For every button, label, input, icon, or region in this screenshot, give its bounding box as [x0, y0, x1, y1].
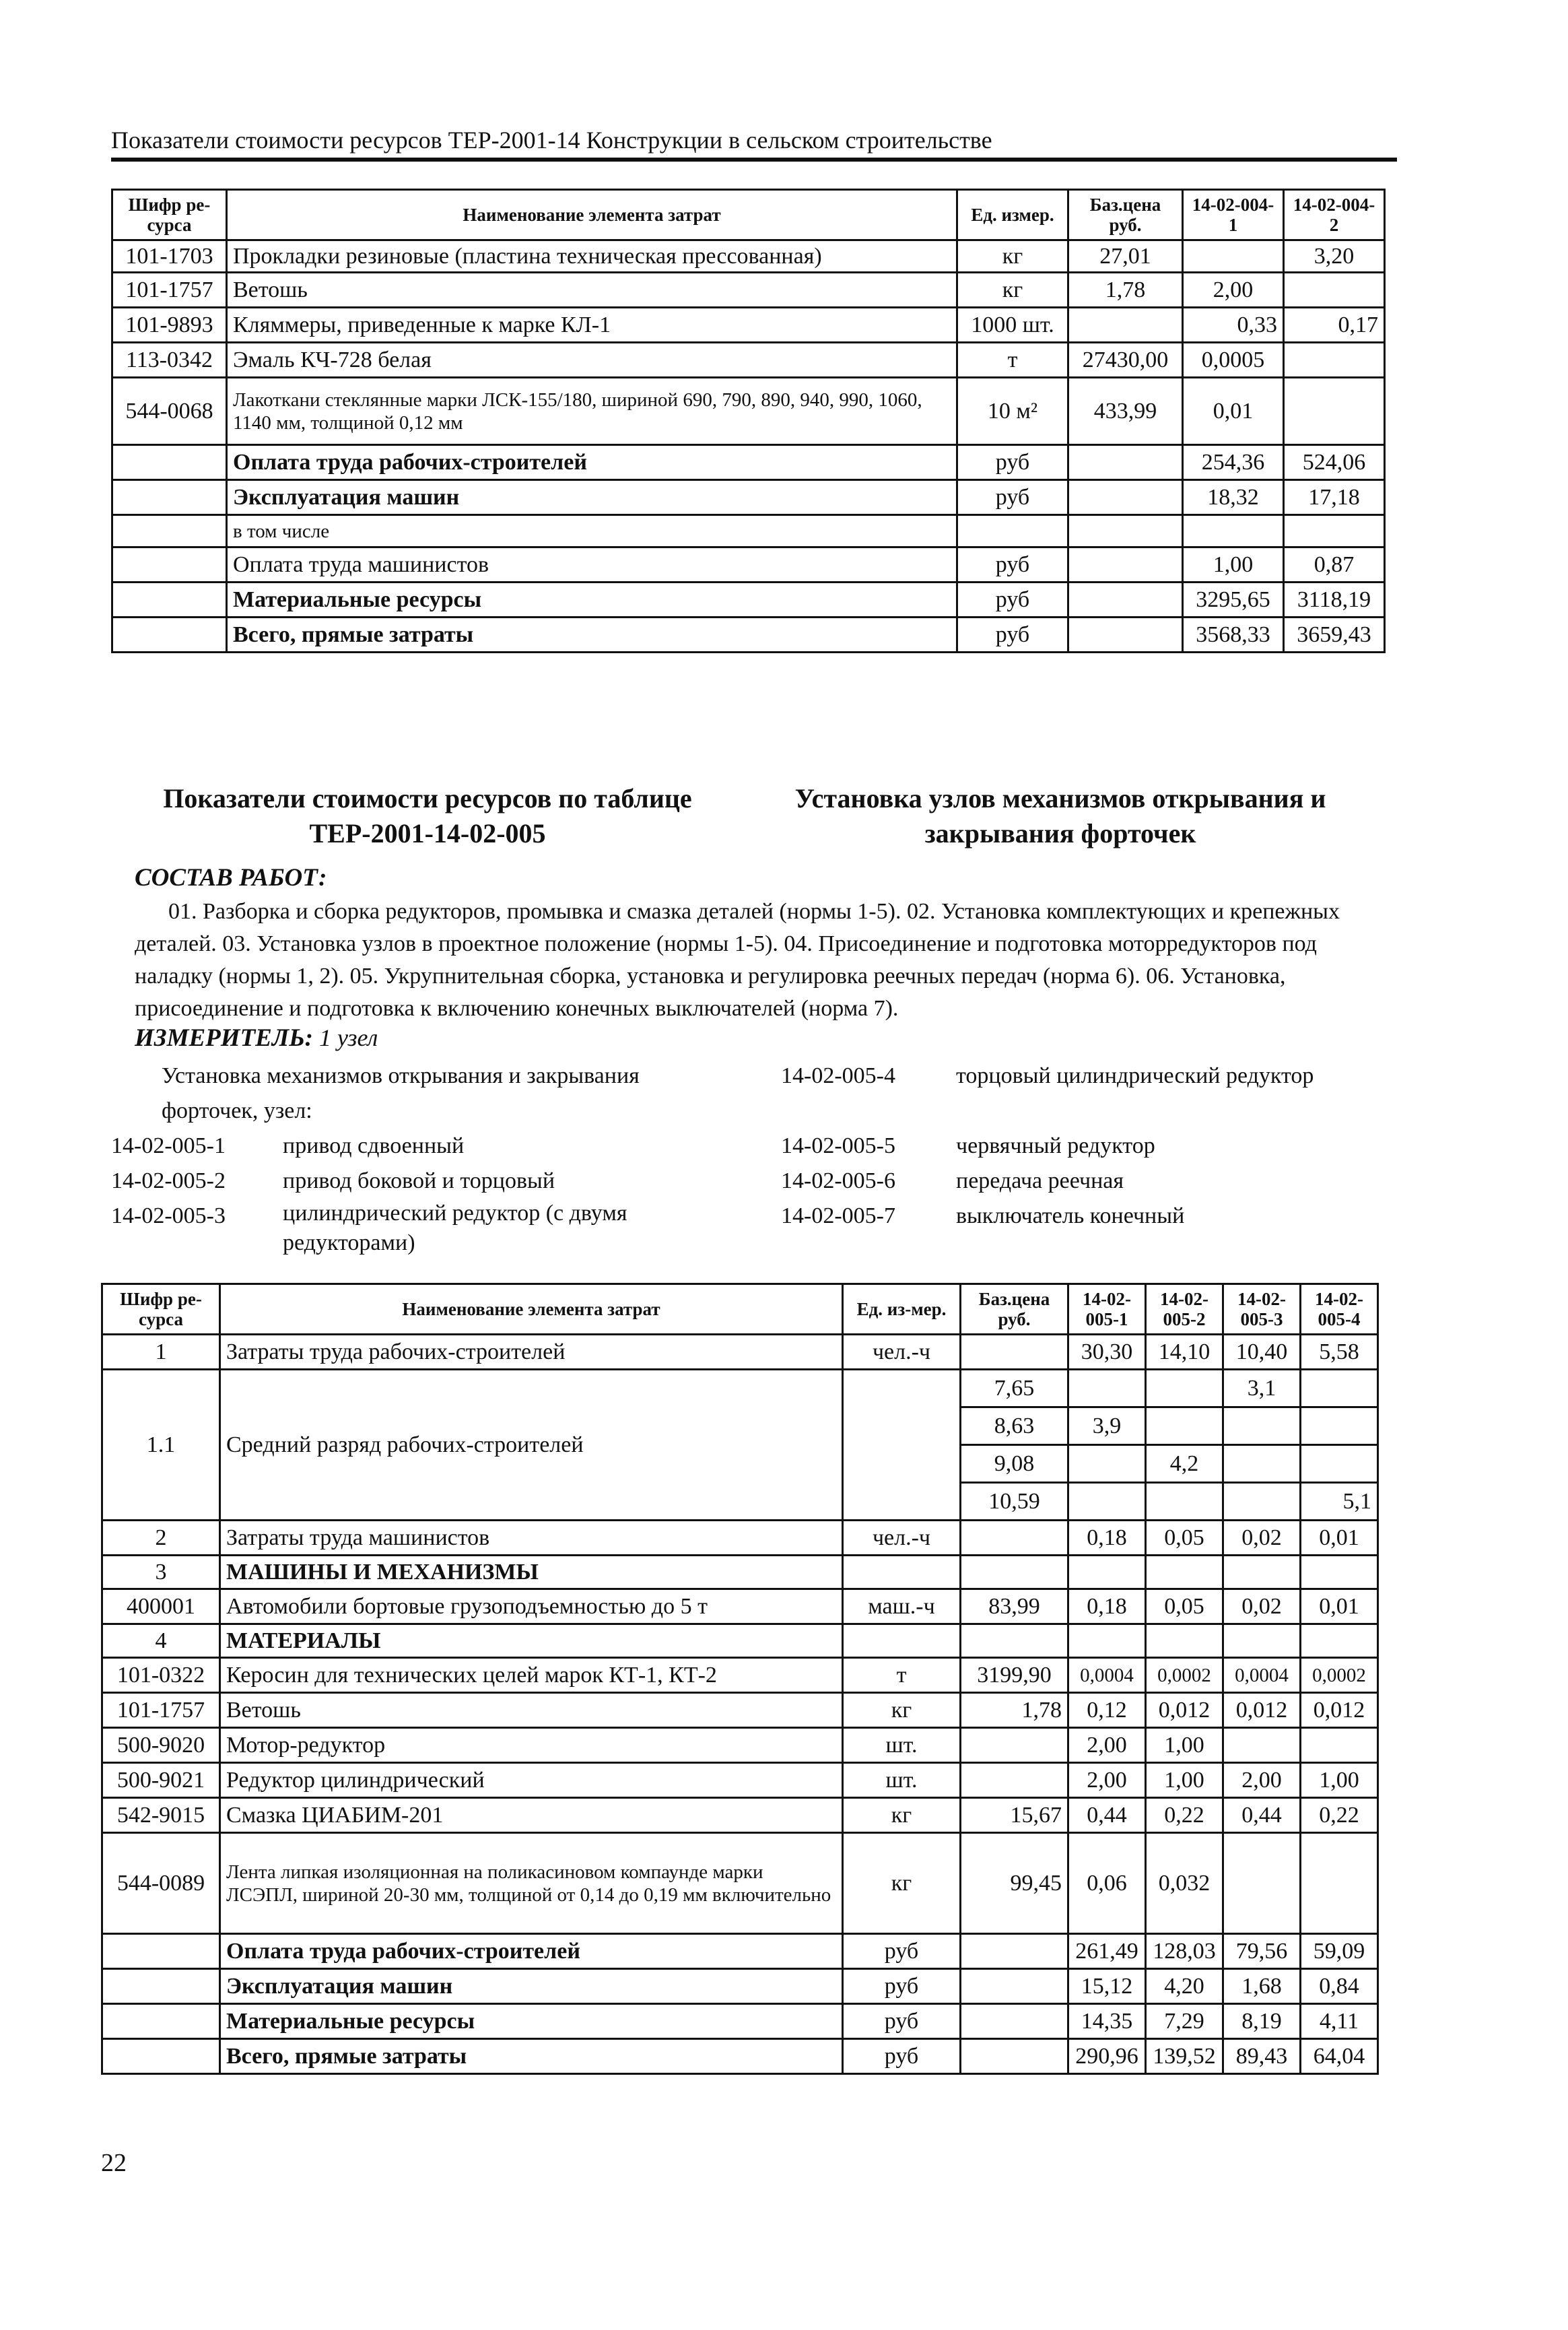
cell-value	[1146, 1483, 1223, 1521]
table-row	[102, 1335, 1378, 1370]
izmeritel-label: ИЗМЕРИТЕЛЬ:	[135, 1024, 313, 1052]
cell-unit: руб	[957, 480, 1068, 515]
cell-code: 1.1	[102, 1370, 220, 1521]
cell-value: 4,2	[1146, 1445, 1223, 1483]
table-row	[102, 1370, 1378, 1407]
cell-value: 0,84	[1301, 1969, 1378, 2004]
col-header-name: Наименование элемента затрат	[220, 1284, 843, 1335]
cell-value: 1,00	[1183, 547, 1284, 582]
cell-name: Смазка ЦИАБИМ-201	[220, 1798, 843, 1833]
cell-name: Эксплуатация машин	[227, 480, 957, 515]
cell-unit: руб	[957, 445, 1068, 480]
cell-value	[1068, 1445, 1146, 1483]
cell-unit	[843, 1624, 961, 1658]
cell-value: 1,00	[1301, 1763, 1378, 1798]
cell-name: Автомобили бортовые грузоподъемностью до 5 т	[220, 1589, 843, 1624]
cell-name: Эмаль КЧ-728 белая	[227, 343, 957, 378]
cell-price	[1068, 445, 1183, 480]
cell-value: 2,00	[1183, 273, 1284, 308]
cell-name: Оплата труда машинистов	[227, 547, 957, 582]
col-header-norm: 14-02-004-1	[1183, 190, 1284, 240]
cell-price	[961, 1969, 1068, 2004]
cell-value: 0,012	[1146, 1693, 1223, 1728]
section-title-right: Установка узлов механизмов открывания и закрывания форточек	[794, 783, 1326, 848]
cell-price	[1068, 515, 1183, 547]
list-item	[111, 1199, 757, 1258]
cell-name: Эксплуатация машин	[220, 1969, 843, 2004]
item-name: привод сдвоенный	[283, 1133, 465, 1158]
cell-value: 0,87	[1284, 547, 1385, 582]
list-item	[781, 1164, 1400, 1199]
item-code: 14-02-005-1	[111, 1133, 226, 1158]
cell-value	[1068, 1556, 1146, 1589]
cell-price: 1,78	[961, 1693, 1068, 1728]
intro-text: Установка механизмов открывания и закрывания форточек, узел:	[162, 1063, 640, 1123]
cell-code: 3	[102, 1556, 220, 1589]
cell-code: 500-9020	[102, 1728, 220, 1763]
cell-value	[1301, 1833, 1378, 1934]
cell-code	[102, 2004, 220, 2039]
cell-value	[1301, 1624, 1378, 1658]
cell-code	[112, 582, 227, 618]
cell-code: 1	[102, 1335, 220, 1370]
cell-value: 4,20	[1146, 1969, 1223, 2004]
list-item	[781, 1059, 1400, 1094]
summary-row	[112, 515, 1385, 547]
item-name: выключатель конечный	[956, 1203, 1185, 1228]
cell-unit	[957, 515, 1068, 547]
cell-unit: руб	[957, 547, 1068, 582]
cell-name: Ветошь	[227, 273, 957, 308]
table-row	[102, 1658, 1378, 1693]
cell-price: 7,65	[961, 1370, 1068, 1407]
cell-value	[1301, 1407, 1378, 1445]
col-header-unit: Ед. измер.	[957, 190, 1068, 240]
cell-value: 0,17	[1284, 308, 1385, 343]
col-header-norm: 14-02-004-2	[1284, 190, 1385, 240]
table-row	[112, 308, 1385, 343]
item-code: 14-02-005-2	[111, 1168, 226, 1193]
cell-code	[112, 480, 227, 515]
cell-code: 542-9015	[102, 1798, 220, 1833]
cell-code: 101-1757	[112, 273, 227, 308]
cell-name: Керосин для технических целей марок КТ-1, КТ-2	[220, 1658, 843, 1693]
cell-name: Всего, прямые затраты	[220, 2039, 843, 2074]
cell-code: 101-9893	[112, 308, 227, 343]
cell-price: 1,78	[1068, 273, 1183, 308]
cell-price: 433,99	[1068, 378, 1183, 445]
cell-unit: 1000 шт.	[957, 308, 1068, 343]
cell-code	[112, 515, 227, 547]
table-row	[112, 240, 1385, 273]
cell-name: Редуктор цилиндрический	[220, 1763, 843, 1798]
cell-code: 101-1757	[102, 1693, 220, 1728]
cell-value: 3659,43	[1284, 618, 1385, 653]
cell-value: 3295,65	[1183, 582, 1284, 618]
cell-value: 261,49	[1068, 1934, 1146, 1969]
table-header-row	[112, 190, 1385, 240]
cell-code	[112, 618, 227, 653]
cell-value	[1223, 1483, 1301, 1521]
col-header-price: Баз.цена руб.	[961, 1284, 1068, 1335]
group-row	[102, 1556, 1378, 1589]
resource-table-1	[111, 189, 1386, 653]
cell-value: 5,1	[1301, 1483, 1378, 1521]
cell-unit: руб	[843, 1934, 961, 1969]
cell-value: 89,43	[1223, 2039, 1301, 2074]
cell-value	[1284, 343, 1385, 378]
page-number: 22	[101, 2149, 127, 2177]
cell-code: 2	[102, 1521, 220, 1556]
cell-value	[1146, 1370, 1223, 1407]
cell-value: 0,12	[1068, 1693, 1146, 1728]
cell-value: 524,06	[1284, 445, 1385, 480]
cell-value: 139,52	[1146, 2039, 1223, 2074]
table-row	[102, 1728, 1378, 1763]
summary-row	[112, 582, 1385, 618]
cell-value	[1068, 1624, 1146, 1658]
cell-value	[1301, 1728, 1378, 1763]
izmeritel-line	[135, 1024, 378, 1053]
col-header-price: Баз.цена руб.	[1068, 190, 1183, 240]
cell-name: Оплата труда рабочих-строителей	[220, 1934, 843, 1969]
cell-unit: руб	[843, 2004, 961, 2039]
cell-value: 3,1	[1223, 1370, 1301, 1407]
cell-value: 0,0002	[1301, 1658, 1378, 1693]
cell-price	[1068, 480, 1183, 515]
cell-value	[1223, 1407, 1301, 1445]
list-item	[781, 1129, 1400, 1164]
cell-price	[961, 1624, 1068, 1658]
cell-value	[1301, 1370, 1378, 1407]
cell-value: 18,32	[1183, 480, 1284, 515]
cell-value: 0,22	[1146, 1798, 1223, 1833]
cell-unit: руб	[957, 582, 1068, 618]
cell-code: 500-9021	[102, 1763, 220, 1798]
cell-price	[961, 1763, 1068, 1798]
cell-price: 3199,90	[961, 1658, 1068, 1693]
cell-value: 290,96	[1068, 2039, 1146, 2074]
list-item	[111, 1129, 757, 1164]
cell-unit: шт.	[843, 1763, 961, 1798]
cell-code: 544-0089	[102, 1833, 220, 1934]
cell-value	[1223, 1445, 1301, 1483]
cell-price	[961, 2039, 1068, 2074]
cell-value	[1183, 240, 1284, 273]
cell-code	[112, 445, 227, 480]
cell-name: Мотор-редуктор	[220, 1728, 843, 1763]
cell-value: 0,01	[1301, 1521, 1378, 1556]
cell-value: 17,18	[1284, 480, 1385, 515]
col-header-name: Наименование элемента затрат	[227, 190, 957, 240]
cell-code: 101-1703	[112, 240, 227, 273]
sostav-label: СОСТАВ РАБОТ:	[135, 864, 327, 892]
cell-price: 27430,00	[1068, 343, 1183, 378]
cell-value	[1284, 515, 1385, 547]
cell-name: Прокладки резиновые (пластина техническая прессованная)	[227, 240, 957, 273]
table-row	[112, 343, 1385, 378]
item-name: цилиндрический редуктор (с двумя редукторами)	[283, 1201, 627, 1255]
cell-price	[961, 1934, 1068, 1969]
item-code: 14-02-005-6	[781, 1168, 895, 1193]
table-row	[102, 1763, 1378, 1798]
cell-unit: кг	[957, 240, 1068, 273]
section-title-line: Показатели стоимости ресурсов по таблице	[163, 783, 692, 813]
cell-code	[102, 1969, 220, 2004]
table-header-row	[102, 1284, 1378, 1335]
cell-value	[1301, 1445, 1378, 1483]
cell-unit: 10 м²	[957, 378, 1068, 445]
cell-price: 10,59	[961, 1483, 1068, 1521]
cell-value: 8,19	[1223, 2004, 1301, 2039]
list-item	[781, 1199, 1400, 1234]
table-row	[112, 273, 1385, 308]
table-row	[102, 1693, 1378, 1728]
cell-value: 59,09	[1301, 1934, 1378, 1969]
sostav-text: 01. Разборка и сборка редукторов, промывка и смазка деталей (нормы 1-5). 02. Установка комплектующих и крепежных деталей. 03. Установка узлов в проектное положение (нормы 1-5). 04. Присоединение и подготовка моторредукторов под наладку (нормы 1, 2). 05. Укрупнительная сборка, установка и регулировка реечных передач (норма 6). 06. Установка, присоединение и подготовка к включению конечных выключателей (норма 7).	[135, 899, 1340, 1021]
cell-value: 14,35	[1068, 2004, 1146, 2039]
cell-name: Оплата труда рабочих-строителей	[227, 445, 957, 480]
summary-row-total	[112, 618, 1385, 653]
cell-unit: кг	[957, 273, 1068, 308]
cell-code: 400001	[102, 1589, 220, 1624]
cell-code	[102, 1934, 220, 1969]
cell-unit: кг	[843, 1798, 961, 1833]
cell-value: 2,00	[1068, 1728, 1146, 1763]
cell-value: 0,02	[1223, 1589, 1301, 1624]
cell-value: 1,68	[1223, 1969, 1301, 2004]
cell-name: Материальные ресурсы	[220, 2004, 843, 2039]
cell-price: 8,63	[961, 1407, 1068, 1445]
section-title-left	[135, 781, 720, 851]
cell-name: в том числе	[227, 515, 957, 547]
cell-value: 0,032	[1146, 1833, 1223, 1934]
col-header-code: Шифр ре-сурса	[112, 190, 227, 240]
cell-value: 0,22	[1301, 1798, 1378, 1833]
col-header-norm: 14-02-005-1	[1068, 1284, 1146, 1335]
cell-group-title: МАТЕРИАЛЫ	[220, 1624, 843, 1658]
table-row	[102, 1798, 1378, 1833]
summary-row	[112, 445, 1385, 480]
cell-price	[1068, 547, 1183, 582]
cell-name: Кляммеры, приведенные к марке КЛ-1	[227, 308, 957, 343]
cell-unit: чел.-ч	[843, 1335, 961, 1370]
summary-row	[112, 547, 1385, 582]
cell-value: 0,0004	[1068, 1658, 1146, 1693]
cell-value	[1146, 1407, 1223, 1445]
cell-value: 1,00	[1146, 1728, 1223, 1763]
izmeritel-value: 1 узел	[319, 1024, 378, 1051]
cell-unit: кг	[843, 1693, 961, 1728]
cell-value: 15,12	[1068, 1969, 1146, 2004]
item-code: 14-02-005-4	[781, 1063, 895, 1088]
resource-table-2	[101, 1283, 1379, 2075]
cell-code	[102, 2039, 220, 2074]
cell-price	[1068, 618, 1183, 653]
col-header-norm: 14-02-005-2	[1146, 1284, 1223, 1335]
cell-price	[1068, 308, 1183, 343]
cell-name: Лента липкая изоляционная на поликасиновом компаунде марки ЛСЭПЛ, шириной 20-30 мм, толщиной от 0,14 до 0,19 мм включительно	[220, 1833, 843, 1934]
cell-value: 4,11	[1301, 2004, 1378, 2039]
cell-value: 0,012	[1223, 1693, 1301, 1728]
cell-value	[1223, 1833, 1301, 1934]
summary-row-total	[102, 2039, 1378, 2074]
table-row	[102, 1521, 1378, 1556]
col-header-norm: 14-02-005-4	[1301, 1284, 1378, 1335]
col-header-unit: Ед. из-мер.	[843, 1284, 961, 1335]
cell-value: 0,06	[1068, 1833, 1146, 1934]
cell-price: 9,08	[961, 1445, 1068, 1483]
cell-value: 0,33	[1183, 308, 1284, 343]
cell-value: 3568,33	[1183, 618, 1284, 653]
col-header-code: Шифр ре-сурса	[102, 1284, 220, 1335]
summary-row	[102, 1934, 1378, 1969]
cell-value	[1301, 1556, 1378, 1589]
group-row	[102, 1624, 1378, 1658]
cell-value: 0,05	[1146, 1589, 1223, 1624]
cell-value: 0,012	[1301, 1693, 1378, 1728]
summary-row	[102, 2004, 1378, 2039]
cell-name: Ветошь	[220, 1693, 843, 1728]
cell-value	[1223, 1728, 1301, 1763]
cell-unit: т	[843, 1658, 961, 1693]
cell-unit: шт.	[843, 1728, 961, 1763]
summary-row	[102, 1969, 1378, 2004]
cell-price: 99,45	[961, 1833, 1068, 1934]
cell-value: 30,30	[1068, 1335, 1146, 1370]
cell-name: Средний разряд рабочих-строителей	[220, 1370, 843, 1521]
cell-name: Затраты труда рабочих-строителей	[220, 1335, 843, 1370]
cell-value	[1146, 1556, 1223, 1589]
items-left	[111, 1129, 757, 1258]
cell-value	[1223, 1624, 1301, 1658]
section-title-code: ТЕР-2001-14-02-005	[309, 818, 546, 848]
cell-value: 0,05	[1146, 1521, 1223, 1556]
cell-value: 0,01	[1301, 1589, 1378, 1624]
cell-code: 113-0342	[112, 343, 227, 378]
cell-value: 10,40	[1223, 1335, 1301, 1370]
cell-value	[1284, 378, 1385, 445]
table-row	[102, 1589, 1378, 1624]
item-code: 14-02-005-7	[781, 1203, 895, 1228]
cell-value	[1146, 1624, 1223, 1658]
cell-value: 3,20	[1284, 240, 1385, 273]
cell-value	[1068, 1370, 1146, 1407]
cell-price: 15,67	[961, 1798, 1068, 1833]
cell-value	[1183, 515, 1284, 547]
cell-value: 2,00	[1223, 1763, 1301, 1798]
cell-value: 0,02	[1223, 1521, 1301, 1556]
table-row	[112, 378, 1385, 445]
cell-value: 64,04	[1301, 2039, 1378, 2074]
cell-value: 1,00	[1146, 1763, 1223, 1798]
list-item	[111, 1164, 757, 1199]
cell-value: 0,44	[1068, 1798, 1146, 1833]
cell-unit	[843, 1556, 961, 1589]
cell-price	[961, 1335, 1068, 1370]
cell-name: Всего, прямые затраты	[227, 618, 957, 653]
cell-name: Лакоткани стеклянные марки ЛСК-155/180, шириной 690, 790, 890, 940, 990, 1060, 1140 мм, толщиной 0,12 мм	[227, 378, 957, 445]
cell-unit: руб	[957, 618, 1068, 653]
cell-unit: чел.-ч	[843, 1521, 961, 1556]
cell-price	[961, 1556, 1068, 1589]
cell-code	[112, 547, 227, 582]
item-name: передача реечная	[956, 1168, 1124, 1193]
cell-unit: руб	[843, 2039, 961, 2074]
cell-value: 0,0002	[1146, 1658, 1223, 1693]
cell-price	[961, 1728, 1068, 1763]
cell-value: 128,03	[1146, 1934, 1223, 1969]
cell-value: 5,58	[1301, 1335, 1378, 1370]
cell-value: 0,18	[1068, 1589, 1146, 1624]
item-name: червячный редуктор	[956, 1133, 1155, 1158]
item-name: торцовый цилиндрический редуктор	[956, 1063, 1314, 1088]
cell-value: 2,00	[1068, 1763, 1146, 1798]
cell-value	[1284, 273, 1385, 308]
cell-value	[1223, 1556, 1301, 1589]
header-rule	[111, 158, 1397, 162]
cell-unit: маш.-ч	[843, 1589, 961, 1624]
items-right	[781, 1059, 1400, 1234]
cell-value: 3118,19	[1284, 582, 1385, 618]
cell-unit	[843, 1370, 961, 1521]
cell-unit: кг	[843, 1833, 961, 1934]
cell-value: 254,36	[1183, 445, 1284, 480]
cell-group-title: МАШИНЫ И МЕХАНИЗМЫ	[220, 1556, 843, 1589]
item-name: привод боковой и торцовый	[283, 1168, 555, 1193]
cell-value: 0,0004	[1223, 1658, 1301, 1693]
cell-value: 3,9	[1068, 1407, 1146, 1445]
cell-code: 4	[102, 1624, 220, 1658]
cell-price	[1068, 582, 1183, 618]
cell-code: 101-0322	[102, 1658, 220, 1693]
cell-price: 27,01	[1068, 240, 1183, 273]
cell-price: 83,99	[961, 1589, 1068, 1624]
cell-value: 79,56	[1223, 1934, 1301, 1969]
cell-value: 7,29	[1146, 2004, 1223, 2039]
cell-price	[961, 1521, 1068, 1556]
item-code: 14-02-005-3	[111, 1203, 226, 1228]
cell-unit: т	[957, 343, 1068, 378]
cell-unit: руб	[843, 1969, 961, 2004]
page-header: Показатели стоимости ресурсов ТЕР-2001-14 Конструкции в сельском строительстве	[111, 127, 992, 154]
cell-price	[961, 2004, 1068, 2039]
cell-name: Материальные ресурсы	[227, 582, 957, 618]
cell-value: 0,44	[1223, 1798, 1301, 1833]
table-row	[102, 1833, 1378, 1934]
cell-value: 0,01	[1183, 378, 1284, 445]
cell-value	[1068, 1483, 1146, 1521]
cell-name: Затраты труда машинистов	[220, 1521, 843, 1556]
cell-value: 0,0005	[1183, 343, 1284, 378]
cell-code: 544-0068	[112, 378, 227, 445]
cell-value: 0,18	[1068, 1521, 1146, 1556]
summary-row	[112, 480, 1385, 515]
cell-value: 14,10	[1146, 1335, 1223, 1370]
item-code: 14-02-005-5	[781, 1133, 895, 1158]
col-header-norm: 14-02-005-3	[1223, 1284, 1301, 1335]
